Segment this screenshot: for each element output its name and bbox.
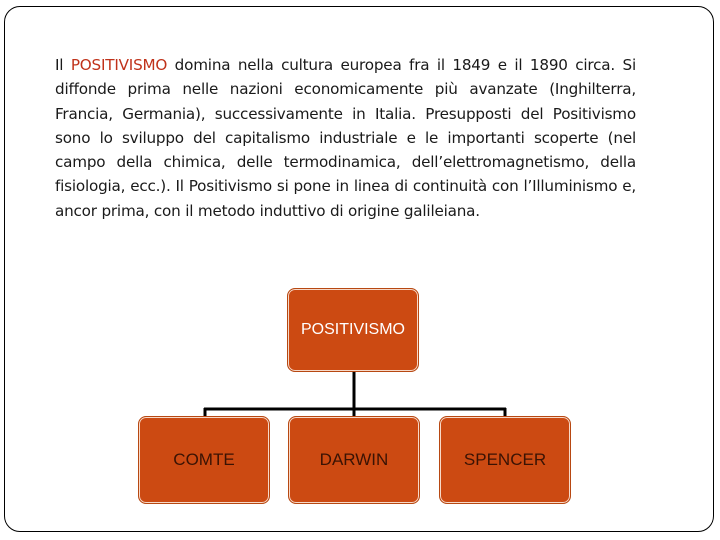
- node-darwin: DARWIN: [288, 416, 420, 504]
- paragraph-body: domina nella cultura europea fra il 1849 e il 1890 circa. Si diffonde prima nelle nazioni economicamente più avanzate (Inghilterra, Francia, Germania), successivamente in Italia. Presupposti del Positivismo sono lo sviluppo del capitalismo industriale e le importanti scoperte (nel campo della chimica, delle termodinamica, dell’elettromagnetismo, della fisiologia, ecc.). Il Positivismo si pone in linea di continuità con l’Illuminismo e, ancor prima, con il metodo induttivo di origine galileiana.: [55, 56, 636, 220]
- positivismo-highlight: POSITIVISMO: [70, 56, 168, 74]
- node-comte: COMTE: [138, 416, 270, 504]
- node-spencer: SPENCER: [439, 416, 571, 504]
- paragraph-prefix: Il: [55, 56, 71, 74]
- node-positivismo: POSITIVISMO: [287, 288, 419, 372]
